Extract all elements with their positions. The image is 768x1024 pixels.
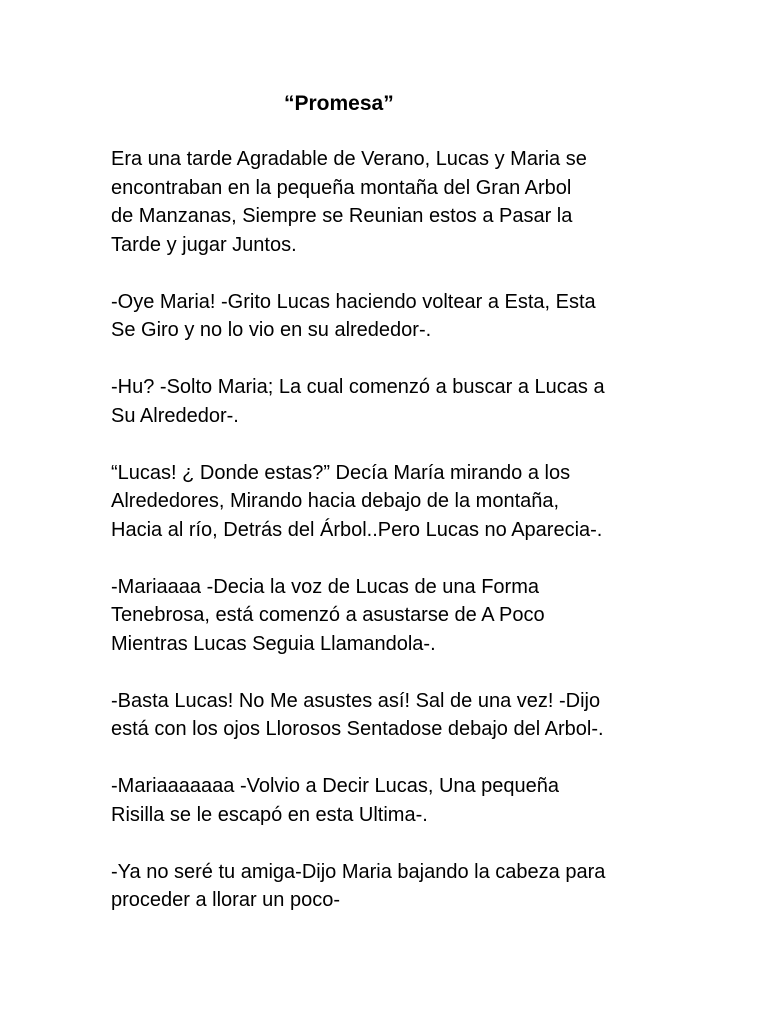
text-line: -Mariaaaa -Decia la voz de Lucas de una Forma xyxy=(111,575,539,598)
paragraph-8 xyxy=(111,858,711,915)
text-line: -Basta Lucas! No Me asustes así! Sal de una vez! -Dijo xyxy=(111,689,601,712)
paragraph-6 xyxy=(111,687,711,744)
text-line: Se Giro y no lo vio en su alrededor-. xyxy=(111,319,432,341)
text-line: Alrededores, Mirando hacia debajo de la montaña, xyxy=(111,490,560,512)
paragraph-7 xyxy=(111,772,711,829)
text-line: -Oye Maria! -Grito Lucas haciendo voltear a Esta, Esta xyxy=(111,290,596,313)
paragraph-4 xyxy=(111,459,711,545)
text-line: está con los ojos Llorosos Sentadose debajo del Arbol-. xyxy=(111,718,604,740)
text-line: Mientras Lucas Seguia Llamandola-. xyxy=(111,632,436,655)
text-line: Hacia al río, Detrás del Árbol..Pero Lucas no Aparecia-. xyxy=(111,518,603,541)
text-line: Tarde y jugar Juntos. xyxy=(111,233,297,256)
document-title: “Promesa” xyxy=(284,92,394,115)
text-line: -Hu? -Solto Maria; La cual comenzó a buscar a Lucas a xyxy=(111,376,605,398)
text-line: Tenebrosa, está comenzó a asustarse de A Poco xyxy=(111,604,545,626)
text-line: Era una tarde Agradable de Verano, Lucas y Maria se xyxy=(111,148,587,170)
text-line: “Lucas! ¿ Donde estas?” Decía María mirando a los xyxy=(111,461,571,484)
text-line: encontraban en la pequeña montaña del Gran Arbol xyxy=(111,176,572,199)
document-body xyxy=(111,145,711,943)
paragraph-5 xyxy=(111,573,711,659)
paragraph-1 xyxy=(111,145,711,259)
text-line: de Manzanas, Siempre se Reunian estos a Pasar la xyxy=(111,205,573,227)
text-line: Risilla se le escapó en esta Ultima-. xyxy=(111,803,428,826)
paragraph-3 xyxy=(111,373,711,430)
text-line: -Ya no seré tu amiga-Dijo Maria bajando la cabeza para xyxy=(111,860,606,883)
text-line: proceder a llorar un poco- xyxy=(111,889,341,911)
text-line: Su Alrededor-. xyxy=(111,404,239,427)
text-line: -Mariaaaaaaa -Volvio a Decir Lucas, Una pequeña xyxy=(111,775,560,797)
paragraph-2 xyxy=(111,288,711,345)
